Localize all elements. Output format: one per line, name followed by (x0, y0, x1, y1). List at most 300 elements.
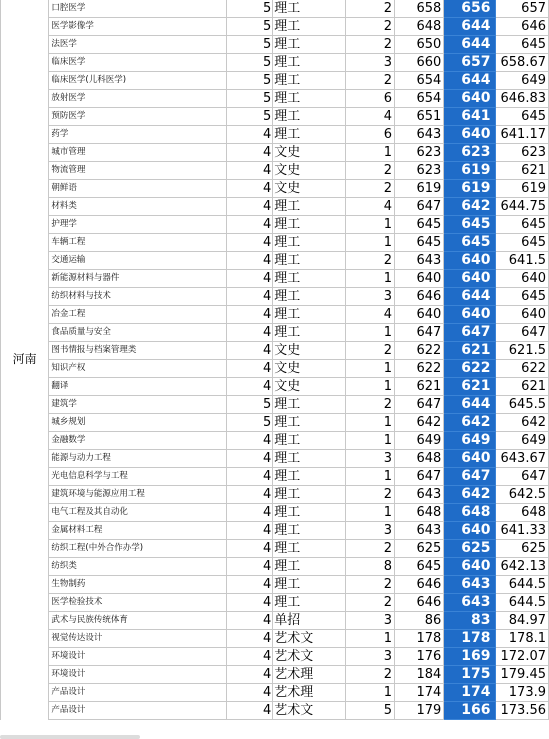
years-cell[interactable]: 5 (227, 18, 273, 36)
max-score-cell[interactable]: 640 (394, 306, 443, 324)
plan-count-cell[interactable]: 3 (345, 54, 394, 72)
major-cell[interactable]: 临床医学(儿科医学) (49, 72, 227, 90)
category-cell[interactable]: 理工 (273, 108, 345, 126)
max-score-cell[interactable]: 660 (394, 54, 443, 72)
max-score-cell[interactable]: 645 (394, 216, 443, 234)
min-score-cell[interactable]: 640 (444, 270, 495, 288)
major-cell[interactable]: 纺织材料与技术 (49, 288, 227, 306)
max-score-cell[interactable]: 619 (394, 180, 443, 198)
min-score-cell[interactable]: 644 (444, 72, 495, 90)
plan-count-cell[interactable]: 2 (345, 540, 394, 558)
years-cell[interactable]: 4 (227, 468, 273, 486)
plan-count-cell[interactable]: 2 (345, 594, 394, 612)
min-score-cell[interactable]: 640 (444, 252, 495, 270)
min-score-cell[interactable]: 640 (444, 522, 495, 540)
category-cell[interactable]: 艺术理 (273, 666, 345, 684)
avg-score-cell[interactable]: 178.1 (495, 630, 549, 648)
min-score-cell[interactable]: 166 (444, 702, 495, 720)
years-cell[interactable]: 4 (227, 360, 273, 378)
category-cell[interactable]: 理工 (273, 288, 345, 306)
avg-score-cell[interactable]: 647 (495, 468, 549, 486)
years-cell[interactable]: 4 (227, 306, 273, 324)
major-cell[interactable]: 能源与动力工程 (49, 450, 227, 468)
plan-count-cell[interactable]: 2 (345, 0, 394, 18)
min-score-cell[interactable]: 656 (444, 0, 495, 18)
avg-score-cell[interactable]: 621 (495, 378, 549, 396)
major-cell[interactable]: 医学检验技术 (49, 594, 227, 612)
max-score-cell[interactable]: 643 (394, 252, 443, 270)
category-cell[interactable]: 理工 (273, 432, 345, 450)
years-cell[interactable]: 4 (227, 450, 273, 468)
years-cell[interactable]: 4 (227, 576, 273, 594)
plan-count-cell[interactable]: 2 (345, 486, 394, 504)
major-cell[interactable]: 建筑环境与能源应用工程 (49, 486, 227, 504)
major-cell[interactable]: 武术与民族传统体育 (49, 612, 227, 630)
major-cell[interactable]: 建筑学 (49, 396, 227, 414)
avg-score-cell[interactable]: 173.56 (495, 702, 549, 720)
years-cell[interactable]: 5 (227, 54, 273, 72)
plan-count-cell[interactable]: 5 (345, 702, 394, 720)
avg-score-cell[interactable]: 646 (495, 18, 549, 36)
min-score-cell[interactable]: 647 (444, 324, 495, 342)
max-score-cell[interactable]: 651 (394, 108, 443, 126)
plan-count-cell[interactable]: 2 (345, 180, 394, 198)
plan-count-cell[interactable]: 3 (345, 450, 394, 468)
max-score-cell[interactable]: 642 (394, 414, 443, 432)
max-score-cell[interactable]: 176 (394, 648, 443, 666)
avg-score-cell[interactable]: 619 (495, 180, 549, 198)
category-cell[interactable]: 文史 (273, 342, 345, 360)
major-cell[interactable]: 交通运输 (49, 252, 227, 270)
table-row (1, 144, 549, 162)
avg-score-cell[interactable]: 642 (495, 414, 549, 432)
max-score-cell[interactable]: 643 (394, 486, 443, 504)
avg-score-cell[interactable]: 179.45 (495, 666, 549, 684)
category-cell[interactable]: 理工 (273, 396, 345, 414)
years-cell[interactable]: 5 (227, 72, 273, 90)
category-cell[interactable]: 理工 (273, 54, 345, 72)
table-row (1, 324, 549, 342)
min-score-cell[interactable]: 647 (444, 468, 495, 486)
table-row (1, 54, 549, 72)
table-row (1, 360, 549, 378)
major-cell[interactable]: 产品设计 (49, 702, 227, 720)
category-cell[interactable]: 艺术文 (273, 630, 345, 648)
min-score-cell[interactable]: 625 (444, 540, 495, 558)
table-row (1, 396, 549, 414)
plan-count-cell[interactable]: 2 (345, 162, 394, 180)
min-score-cell[interactable]: 621 (444, 378, 495, 396)
plan-count-cell[interactable]: 4 (345, 198, 394, 216)
avg-score-cell[interactable]: 649 (495, 72, 549, 90)
category-cell[interactable]: 理工 (273, 468, 345, 486)
max-score-cell[interactable]: 622 (394, 360, 443, 378)
min-score-cell[interactable]: 640 (444, 306, 495, 324)
category-cell[interactable]: 文史 (273, 180, 345, 198)
category-cell[interactable]: 理工 (273, 0, 345, 18)
min-score-cell[interactable]: 623 (444, 144, 495, 162)
major-cell[interactable]: 知识产权 (49, 360, 227, 378)
max-score-cell[interactable]: 625 (394, 540, 443, 558)
min-score-cell[interactable]: 83 (444, 612, 495, 630)
major-cell[interactable]: 城市管理 (49, 144, 227, 162)
avg-score-cell[interactable]: 644.75 (495, 198, 549, 216)
max-score-cell[interactable]: 184 (394, 666, 443, 684)
table-row (1, 666, 549, 684)
avg-score-cell[interactable]: 644.5 (495, 594, 549, 612)
plan-count-cell[interactable]: 1 (345, 234, 394, 252)
major-cell[interactable]: 图书情报与档案管理类 (49, 342, 227, 360)
max-score-cell[interactable]: 643 (394, 522, 443, 540)
max-score-cell[interactable]: 646 (394, 288, 443, 306)
min-score-cell[interactable]: 178 (444, 630, 495, 648)
years-cell[interactable]: 5 (227, 0, 273, 18)
major-cell[interactable]: 材料类 (49, 198, 227, 216)
major-cell[interactable]: 食品质量与安全 (49, 324, 227, 342)
min-score-cell[interactable]: 644 (444, 36, 495, 54)
plan-count-cell[interactable]: 3 (345, 288, 394, 306)
max-score-cell[interactable]: 179 (394, 702, 443, 720)
plan-count-cell[interactable]: 1 (345, 504, 394, 522)
avg-score-cell[interactable]: 84.97 (495, 612, 549, 630)
category-cell[interactable]: 理工 (273, 216, 345, 234)
plan-count-cell[interactable]: 2 (345, 72, 394, 90)
avg-score-cell[interactable]: 657 (495, 0, 549, 18)
plan-count-cell[interactable]: 1 (345, 684, 394, 702)
years-cell[interactable]: 4 (227, 648, 273, 666)
max-score-cell[interactable]: 647 (394, 198, 443, 216)
avg-score-cell[interactable]: 641.33 (495, 522, 549, 540)
plan-count-cell[interactable]: 1 (345, 216, 394, 234)
major-cell[interactable]: 金属材料工程 (49, 522, 227, 540)
avg-score-cell[interactable]: 621 (495, 162, 549, 180)
avg-score-cell[interactable]: 646.83 (495, 90, 549, 108)
max-score-cell[interactable]: 646 (394, 594, 443, 612)
years-cell[interactable]: 4 (227, 342, 273, 360)
min-score-cell[interactable]: 645 (444, 234, 495, 252)
plan-count-cell[interactable]: 3 (345, 522, 394, 540)
years-cell[interactable]: 4 (227, 252, 273, 270)
avg-score-cell[interactable]: 625 (495, 540, 549, 558)
major-cell[interactable]: 翻译 (49, 378, 227, 396)
plan-count-cell[interactable]: 2 (345, 396, 394, 414)
avg-score-cell[interactable]: 645 (495, 288, 549, 306)
years-cell[interactable]: 5 (227, 108, 273, 126)
major-cell[interactable]: 纺织工程(中外合作办学) (49, 540, 227, 558)
category-cell[interactable]: 理工 (273, 486, 345, 504)
years-cell[interactable]: 4 (227, 288, 273, 306)
plan-count-cell[interactable]: 2 (345, 36, 394, 54)
min-score-cell[interactable]: 657 (444, 54, 495, 72)
avg-score-cell[interactable]: 642.5 (495, 486, 549, 504)
min-score-cell[interactable]: 643 (444, 594, 495, 612)
max-score-cell[interactable]: 640 (394, 270, 443, 288)
avg-score-cell[interactable]: 640 (495, 306, 549, 324)
plan-count-cell[interactable]: 6 (345, 126, 394, 144)
table-row (1, 72, 549, 90)
avg-score-cell[interactable]: 623 (495, 144, 549, 162)
years-cell[interactable]: 4 (227, 702, 273, 720)
major-cell[interactable]: 放射医学 (49, 90, 227, 108)
major-cell[interactable]: 护理学 (49, 216, 227, 234)
max-score-cell[interactable]: 650 (394, 36, 443, 54)
category-cell[interactable]: 理工 (273, 72, 345, 90)
major-cell[interactable]: 临床医学 (49, 54, 227, 72)
max-score-cell[interactable]: 86 (394, 612, 443, 630)
major-cell[interactable]: 车辆工程 (49, 234, 227, 252)
category-cell[interactable]: 理工 (273, 18, 345, 36)
years-cell[interactable]: 4 (227, 324, 273, 342)
years-cell[interactable]: 4 (227, 270, 273, 288)
category-cell[interactable]: 文史 (273, 144, 345, 162)
avg-score-cell[interactable]: 640 (495, 270, 549, 288)
min-score-cell[interactable]: 641 (444, 108, 495, 126)
plan-count-cell[interactable]: 4 (345, 108, 394, 126)
max-score-cell[interactable]: 646 (394, 576, 443, 594)
min-score-cell[interactable]: 645 (444, 216, 495, 234)
table-row (1, 414, 549, 432)
category-cell[interactable]: 理工 (273, 522, 345, 540)
plan-count-cell[interactable]: 1 (345, 630, 394, 648)
table-row (1, 558, 549, 576)
min-score-cell[interactable]: 621 (444, 342, 495, 360)
major-cell[interactable]: 冶金工程 (49, 306, 227, 324)
plan-count-cell[interactable]: 1 (345, 468, 394, 486)
major-cell[interactable]: 产品设计 (49, 684, 227, 702)
max-score-cell[interactable]: 643 (394, 126, 443, 144)
category-cell[interactable]: 单招 (273, 612, 345, 630)
major-cell[interactable]: 医学影像学 (49, 18, 227, 36)
major-cell[interactable]: 城乡规划 (49, 414, 227, 432)
plan-count-cell[interactable]: 2 (345, 342, 394, 360)
min-score-cell[interactable]: 643 (444, 576, 495, 594)
min-score-cell[interactable]: 640 (444, 450, 495, 468)
years-cell[interactable]: 4 (227, 432, 273, 450)
category-cell[interactable]: 理工 (273, 306, 345, 324)
category-cell[interactable]: 理工 (273, 450, 345, 468)
max-score-cell[interactable]: 654 (394, 72, 443, 90)
years-cell[interactable]: 4 (227, 684, 273, 702)
years-cell[interactable]: 4 (227, 630, 273, 648)
category-cell[interactable]: 理工 (273, 324, 345, 342)
plan-count-cell[interactable]: 1 (345, 378, 394, 396)
avg-score-cell[interactable]: 621.5 (495, 342, 549, 360)
years-cell[interactable]: 4 (227, 558, 273, 576)
avg-score-cell[interactable]: 641.17 (495, 126, 549, 144)
min-score-cell[interactable]: 640 (444, 558, 495, 576)
plan-count-cell[interactable]: 4 (345, 306, 394, 324)
table-row (1, 306, 549, 324)
years-cell[interactable]: 4 (227, 180, 273, 198)
category-cell[interactable]: 理工 (273, 36, 345, 54)
major-cell[interactable]: 金融数学 (49, 432, 227, 450)
years-cell[interactable]: 5 (227, 90, 273, 108)
avg-score-cell[interactable]: 173.9 (495, 684, 549, 702)
max-score-cell[interactable]: 647 (394, 468, 443, 486)
avg-score-cell[interactable]: 648 (495, 504, 549, 522)
table-row (1, 540, 549, 558)
category-cell[interactable]: 理工 (273, 576, 345, 594)
min-score-cell[interactable]: 644 (444, 18, 495, 36)
category-cell[interactable]: 理工 (273, 198, 345, 216)
max-score-cell[interactable]: 649 (394, 432, 443, 450)
major-cell[interactable]: 预防医学 (49, 108, 227, 126)
table-row (1, 684, 549, 702)
max-score-cell[interactable]: 178 (394, 630, 443, 648)
major-cell[interactable]: 法医学 (49, 36, 227, 54)
major-cell[interactable]: 口腔医学 (49, 0, 227, 18)
max-score-cell[interactable]: 647 (394, 396, 443, 414)
min-score-cell[interactable]: 648 (444, 504, 495, 522)
category-cell[interactable]: 理工 (273, 252, 345, 270)
avg-score-cell[interactable]: 645 (495, 36, 549, 54)
years-cell[interactable]: 4 (227, 144, 273, 162)
category-cell[interactable]: 艺术文 (273, 702, 345, 720)
years-cell[interactable]: 4 (227, 234, 273, 252)
years-cell[interactable]: 5 (227, 36, 273, 54)
avg-score-cell[interactable]: 643.67 (495, 450, 549, 468)
max-score-cell[interactable]: 645 (394, 234, 443, 252)
plan-count-cell[interactable]: 1 (345, 414, 394, 432)
years-cell[interactable]: 4 (227, 504, 273, 522)
category-cell[interactable]: 文史 (273, 378, 345, 396)
category-cell[interactable]: 理工 (273, 540, 345, 558)
category-cell[interactable]: 理工 (273, 270, 345, 288)
major-cell[interactable]: 朝鲜语 (49, 180, 227, 198)
max-score-cell[interactable]: 654 (394, 90, 443, 108)
plan-count-cell[interactable]: 1 (345, 270, 394, 288)
plan-count-cell[interactable]: 1 (345, 432, 394, 450)
table-row (1, 216, 549, 234)
plan-count-cell[interactable]: 2 (345, 18, 394, 36)
max-score-cell[interactable]: 622 (394, 342, 443, 360)
category-cell[interactable]: 理工 (273, 234, 345, 252)
horizontal-scrollbar[interactable] (0, 735, 140, 739)
major-cell[interactable]: 药学 (49, 126, 227, 144)
max-score-cell[interactable]: 174 (394, 684, 443, 702)
years-cell[interactable]: 4 (227, 666, 273, 684)
category-cell[interactable]: 艺术文 (273, 648, 345, 666)
table-row (1, 468, 549, 486)
years-cell[interactable]: 4 (227, 216, 273, 234)
avg-score-cell[interactable]: 645 (495, 108, 549, 126)
category-cell[interactable]: 理工 (273, 90, 345, 108)
major-cell[interactable]: 环境设计 (49, 666, 227, 684)
max-score-cell[interactable]: 623 (394, 144, 443, 162)
min-score-cell[interactable]: 174 (444, 684, 495, 702)
max-score-cell[interactable]: 658 (394, 0, 443, 18)
avg-score-cell[interactable]: 645 (495, 234, 549, 252)
major-cell[interactable]: 光电信息科学与工程 (49, 468, 227, 486)
years-cell[interactable]: 4 (227, 612, 273, 630)
max-score-cell[interactable]: 648 (394, 504, 443, 522)
category-cell[interactable]: 理工 (273, 414, 345, 432)
major-cell[interactable]: 新能源材料与器件 (49, 270, 227, 288)
avg-score-cell[interactable]: 641.5 (495, 252, 549, 270)
years-cell[interactable]: 4 (227, 486, 273, 504)
table-row (1, 630, 549, 648)
min-score-cell[interactable]: 175 (444, 666, 495, 684)
min-score-cell[interactable]: 644 (444, 396, 495, 414)
category-cell[interactable]: 理工 (273, 504, 345, 522)
major-cell[interactable]: 物流管理 (49, 162, 227, 180)
province-cell[interactable]: 河南 (1, 0, 49, 720)
avg-score-cell[interactable]: 622 (495, 360, 549, 378)
category-cell[interactable]: 艺术理 (273, 684, 345, 702)
min-score-cell[interactable]: 644 (444, 288, 495, 306)
avg-score-cell[interactable]: 645.5 (495, 396, 549, 414)
avg-score-cell[interactable]: 645 (495, 216, 549, 234)
plan-count-cell[interactable]: 3 (345, 648, 394, 666)
max-score-cell[interactable]: 648 (394, 450, 443, 468)
major-cell[interactable]: 视觉传达设计 (49, 630, 227, 648)
min-score-cell[interactable]: 640 (444, 90, 495, 108)
max-score-cell[interactable]: 621 (394, 378, 443, 396)
plan-count-cell[interactable]: 2 (345, 666, 394, 684)
category-cell[interactable]: 理工 (273, 126, 345, 144)
years-cell[interactable]: 4 (227, 378, 273, 396)
plan-count-cell[interactable]: 2 (345, 576, 394, 594)
years-cell[interactable]: 4 (227, 126, 273, 144)
plan-count-cell[interactable]: 1 (345, 324, 394, 342)
max-score-cell[interactable]: 648 (394, 18, 443, 36)
major-cell[interactable]: 电气工程及其自动化 (49, 504, 227, 522)
avg-score-cell[interactable]: 642.13 (495, 558, 549, 576)
plan-count-cell[interactable]: 3 (345, 612, 394, 630)
min-score-cell[interactable]: 622 (444, 360, 495, 378)
max-score-cell[interactable]: 623 (394, 162, 443, 180)
major-cell[interactable]: 环境设计 (49, 648, 227, 666)
years-cell[interactable]: 5 (227, 396, 273, 414)
avg-score-cell[interactable]: 644.5 (495, 576, 549, 594)
years-cell[interactable]: 4 (227, 198, 273, 216)
category-cell[interactable]: 理工 (273, 594, 345, 612)
years-cell[interactable]: 4 (227, 522, 273, 540)
plan-count-cell[interactable]: 1 (345, 360, 394, 378)
max-score-cell[interactable]: 645 (394, 558, 443, 576)
major-cell[interactable]: 纺织类 (49, 558, 227, 576)
years-cell[interactable]: 4 (227, 540, 273, 558)
plan-count-cell[interactable]: 8 (345, 558, 394, 576)
major-cell[interactable]: 生物制药 (49, 576, 227, 594)
years-cell[interactable]: 5 (227, 414, 273, 432)
category-cell[interactable]: 理工 (273, 558, 345, 576)
avg-score-cell[interactable]: 647 (495, 324, 549, 342)
plan-count-cell[interactable]: 2 (345, 252, 394, 270)
max-score-cell[interactable]: 647 (394, 324, 443, 342)
min-score-cell[interactable]: 642 (444, 198, 495, 216)
min-score-cell[interactable]: 619 (444, 162, 495, 180)
years-cell[interactable]: 4 (227, 594, 273, 612)
plan-count-cell[interactable]: 1 (345, 144, 394, 162)
category-cell[interactable]: 文史 (273, 162, 345, 180)
min-score-cell[interactable]: 642 (444, 486, 495, 504)
avg-score-cell[interactable]: 172.07 (495, 648, 549, 666)
table-row (1, 342, 549, 360)
min-score-cell[interactable]: 640 (444, 126, 495, 144)
table-row (1, 522, 549, 540)
min-score-cell[interactable]: 649 (444, 432, 495, 450)
avg-score-cell[interactable]: 658.67 (495, 54, 549, 72)
min-score-cell[interactable]: 642 (444, 414, 495, 432)
category-cell[interactable]: 文史 (273, 360, 345, 378)
plan-count-cell[interactable]: 6 (345, 90, 394, 108)
table-row (1, 450, 549, 468)
years-cell[interactable]: 4 (227, 162, 273, 180)
min-score-cell[interactable]: 169 (444, 648, 495, 666)
avg-score-cell[interactable]: 649 (495, 432, 549, 450)
min-score-cell[interactable]: 619 (444, 180, 495, 198)
